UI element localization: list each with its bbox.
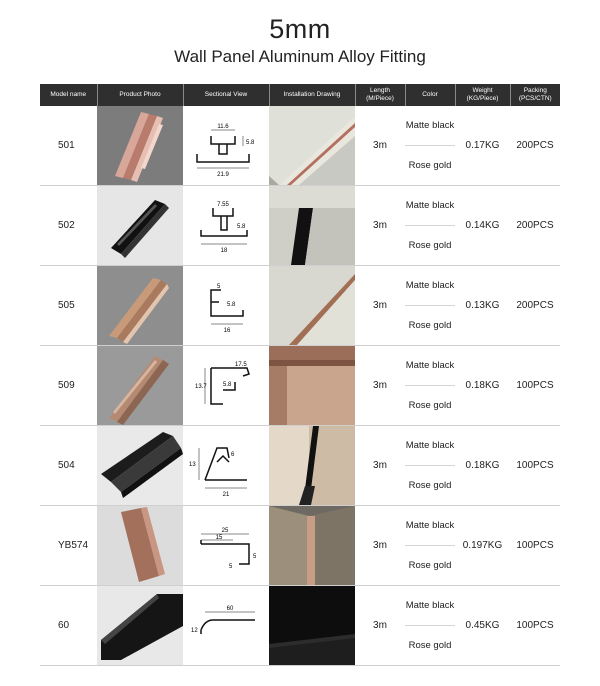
dim-b: 5.8: [237, 224, 246, 230]
section-501-drawing: [183, 106, 269, 185]
packing: 100PCS: [510, 506, 560, 586]
model-name: 501: [40, 106, 97, 186]
header-install: Installation Drawing: [269, 84, 355, 106]
black-joint-image: [269, 186, 355, 265]
color-options: [405, 506, 455, 586]
dim-c: 21: [222, 492, 230, 498]
page-title: 5mm: [269, 14, 331, 44]
model-name: 60: [40, 586, 97, 666]
color-matte-black: Matte black: [405, 186, 455, 226]
sectional-view: [183, 506, 269, 586]
wood-panel-corner-image: [269, 506, 355, 585]
color-matte-black: Matte black: [405, 106, 455, 146]
color-matte-black: Matte black: [405, 346, 455, 386]
packing: 100PCS: [510, 426, 560, 506]
packing: 100PCS: [510, 346, 560, 426]
installation-drawing: [269, 426, 355, 506]
dim-d: 5: [229, 564, 233, 570]
model-name: 502: [40, 186, 97, 266]
black-corner-image: [269, 426, 355, 505]
rose-gold-top-profile-image: [97, 346, 183, 425]
table-row: [40, 106, 560, 186]
table-header-row: [40, 84, 560, 106]
color-rose-gold: Rose gold: [408, 560, 452, 571]
title-block: [0, 0, 600, 70]
dim-c: 21.9: [217, 172, 229, 178]
weight: 0.197KG: [455, 506, 510, 586]
dim-b: 5.8: [246, 140, 255, 146]
product-photo: [97, 346, 183, 426]
weight: 0.13KG: [455, 266, 510, 346]
dim-a: 17.5: [235, 362, 247, 368]
black-corner-profile-image: [97, 426, 183, 505]
color-options: [405, 106, 455, 186]
installation-drawing: [269, 106, 355, 186]
section-yb574-drawing: [183, 506, 269, 585]
color-matte-black: Matte black: [405, 586, 455, 626]
length: 3m: [355, 586, 405, 666]
model-name: YB574: [40, 506, 97, 586]
header-photo: Product Photo: [97, 84, 183, 106]
packing: 200PCS: [510, 266, 560, 346]
model-name: 509: [40, 346, 97, 426]
dim-b: 13.7: [195, 384, 207, 390]
product-photo: [97, 426, 183, 506]
dim-b: 15: [215, 535, 223, 541]
dim-c: 18: [220, 248, 228, 254]
header-section: Sectional View: [183, 84, 269, 106]
installation-drawing: [269, 266, 355, 346]
installation-drawing: [269, 506, 355, 586]
dim-a: 60: [226, 606, 234, 612]
page-subtitle: Wall Panel Aluminum Alloy Fitting: [174, 47, 426, 66]
sectional-view: [183, 426, 269, 506]
sectional-view: [183, 586, 269, 666]
dim-a: 25: [221, 528, 229, 534]
color-matte-black: Matte black: [405, 426, 455, 466]
table-row: [40, 266, 560, 346]
color-rose-gold: Rose gold: [408, 480, 452, 491]
installation-drawing: [269, 586, 355, 666]
model-name: 504: [40, 426, 97, 506]
rose-gold-edge-profile-image: [97, 266, 183, 345]
sectional-view: [183, 346, 269, 426]
product-photo: [97, 106, 183, 186]
dim-c: 5: [253, 554, 257, 560]
sectional-view: [183, 266, 269, 346]
length: 3m: [355, 506, 405, 586]
header-length: Length (M/Piece): [355, 84, 405, 106]
product-photo: [97, 266, 183, 346]
table-row: [40, 346, 560, 426]
weight: 0.18KG: [455, 346, 510, 426]
table-row: [40, 586, 560, 666]
installation-drawing: [269, 346, 355, 426]
product-photo: [97, 186, 183, 266]
dim-a: 11.6: [217, 124, 229, 130]
dim-b: 12: [191, 628, 198, 634]
color-options: [405, 266, 455, 346]
length: 3m: [355, 346, 405, 426]
dim-a: 13: [189, 462, 196, 468]
header-packing: Packing (PCS/CTN): [510, 84, 560, 106]
dim-b: 6: [231, 452, 235, 458]
color-matte-black: Matte black: [405, 506, 455, 546]
length: 3m: [355, 266, 405, 346]
header-weight: Weight (KG/Piece): [455, 84, 510, 106]
spec-table: [40, 84, 560, 666]
color-rose-gold: Rose gold: [408, 400, 452, 411]
weight: 0.17KG: [455, 106, 510, 186]
color-rose-gold: Rose gold: [408, 240, 452, 251]
length: 3m: [355, 106, 405, 186]
section-505-drawing: [183, 266, 269, 345]
black-skirting-image: [97, 586, 183, 665]
installation-drawing: [269, 186, 355, 266]
packing: 200PCS: [510, 106, 560, 186]
rose-gold-edge-image: [269, 266, 355, 345]
color-rose-gold: Rose gold: [408, 160, 452, 171]
header-model: Model name: [40, 84, 97, 106]
rose-gold-h-profile-image: [97, 106, 183, 185]
table-row: [40, 186, 560, 266]
section-60-drawing: [183, 586, 269, 665]
section-502-drawing: [183, 186, 269, 265]
black-skirting-installed-image: [269, 586, 355, 665]
dim-a: 5: [217, 284, 221, 290]
dim-b: 5.8: [227, 302, 236, 308]
rose-gold-strip-image: [97, 506, 183, 585]
color-rose-gold: Rose gold: [408, 640, 452, 651]
sectional-view: [183, 106, 269, 186]
color-options: [405, 586, 455, 666]
rose-gold-top-cap-image: [269, 346, 355, 425]
color-rose-gold: Rose gold: [408, 320, 452, 331]
table-row: [40, 426, 560, 506]
color-matte-black: Matte black: [405, 266, 455, 306]
product-photo: [97, 506, 183, 586]
packing: 200PCS: [510, 186, 560, 266]
weight: 0.18KG: [455, 426, 510, 506]
dim-a: 7.55: [217, 202, 229, 208]
weight: 0.14KG: [455, 186, 510, 266]
length: 3m: [355, 426, 405, 506]
packing: 100PCS: [510, 586, 560, 666]
dim-c: 5.8: [223, 382, 232, 388]
dim-c: 16: [223, 328, 231, 334]
model-name: 505: [40, 266, 97, 346]
black-h-profile-image: [97, 186, 183, 265]
length: 3m: [355, 186, 405, 266]
header-color: Color: [405, 84, 455, 106]
product-photo: [97, 586, 183, 666]
sectional-view: [183, 186, 269, 266]
rose-gold-joint-image: [269, 106, 355, 185]
color-options: [405, 426, 455, 506]
color-options: [405, 186, 455, 266]
section-504-drawing: [183, 426, 269, 505]
color-options: [405, 346, 455, 426]
table-row: [40, 506, 560, 586]
section-509-drawing: [183, 346, 269, 425]
weight: 0.45KG: [455, 586, 510, 666]
